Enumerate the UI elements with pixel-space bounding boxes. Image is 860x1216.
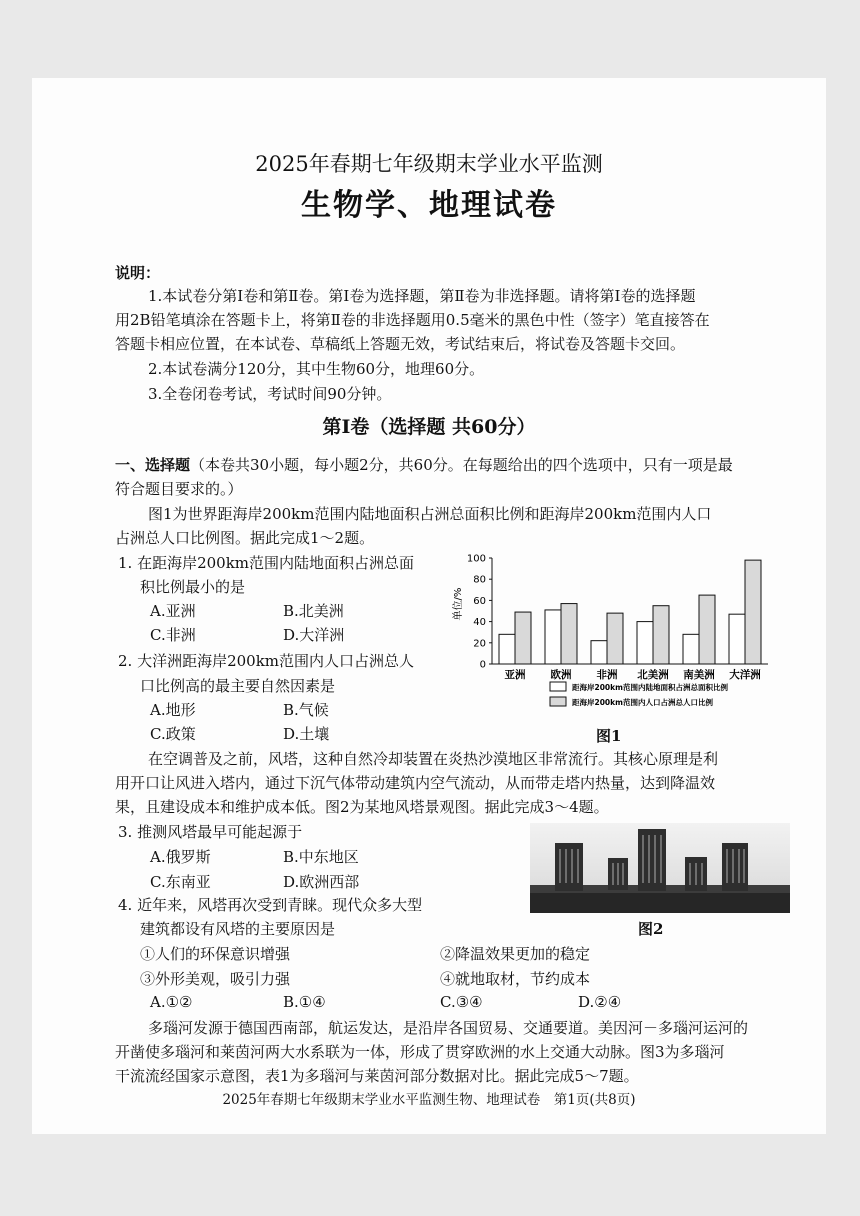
question-3-option-c: C.东南亚: [150, 873, 211, 891]
exam-subtitle: 2025年春期七年级期末学业水平监测: [255, 152, 603, 176]
question-2-option-b: B.气候: [283, 701, 329, 719]
question-3-option-d: D.欧洲西部: [283, 873, 360, 891]
y-tick-label: 100: [466, 553, 486, 565]
legend-swatch: [550, 697, 566, 706]
material-text: 占洲总人口比例图。据此完成1～2题。: [115, 529, 375, 547]
figure-2-wind-tower-photo: [530, 823, 790, 913]
question-3-option-b: B.中东地区: [283, 848, 359, 866]
bar-population: [515, 612, 531, 664]
bar-population: [653, 606, 669, 664]
question-3-option-a: A.俄罗斯: [150, 848, 211, 866]
bar-population: [607, 613, 623, 664]
exam-page: [32, 78, 826, 1134]
x-tick-label: 大洋洲: [729, 669, 761, 681]
question-4-statement-2: ②降温效果更加的稳定: [440, 945, 591, 963]
question-1-stem-cont: 积比例最小的是: [140, 578, 246, 596]
y-tick-label: 60: [473, 595, 486, 607]
question-4-stem: 4. 近年来，风塔再次受到青睐。现代众多大型: [118, 896, 423, 914]
question-2-stem: 2. 大洋洲距海岸200km范围内人口占洲总人: [118, 652, 415, 670]
material-text: 图1为世界距海岸200km范围内陆地面积占洲总面积比例和距海岸200km范围内人口: [148, 505, 712, 523]
y-tick-label: 40: [473, 617, 486, 629]
x-tick-label: 亚洲: [504, 669, 526, 681]
section-title: 第Ⅰ卷（选择题 共60分）: [322, 416, 536, 438]
figure-1-label: 图1: [596, 727, 622, 745]
figure-1-chart: [450, 548, 770, 718]
y-axis-label: 单位/%: [453, 587, 464, 621]
material-text: 用开口让风进入塔内，通过下沉气体带动建筑内空气流动，从而带走塔内热量，达到降温效: [115, 774, 716, 792]
question-3-stem: 3. 推测风塔最早可能起源于: [118, 823, 303, 841]
x-tick-label: 南美洲: [683, 669, 715, 681]
part-description: （本卷共30小题，每小题2分，共60分。在每题给出的四个选项中，只有一项是最: [190, 456, 733, 474]
question-4-option-d: D.②④: [578, 993, 622, 1011]
question-4-stem-cont: 建筑都设有风塔的主要原因是: [140, 920, 336, 938]
bar-land-area: [545, 610, 561, 664]
question-4-statement-1: ①人们的环保意识增强: [140, 945, 291, 963]
figure-2-label: 图2: [638, 920, 664, 938]
question-2-stem-cont: 口比例高的最主要自然因素是: [140, 677, 336, 695]
part-label: 一、选择题: [115, 456, 191, 474]
question-1-stem: 1. 在距海岸200km范围内陆地面积占洲总面: [118, 554, 415, 572]
instruction-line: 用2B铅笔填涂在答题卡上，将第Ⅱ卷的非选择题用0.5毫米的黑色中性（签字）笔直接答在: [115, 311, 710, 329]
x-tick-label: 非洲: [596, 669, 618, 681]
bar-land-area: [683, 634, 699, 664]
instruction-line: 答题卡相应位置，在本试卷、草稿纸上答题无效，考试结束后，将试卷及答题卡交回。: [115, 335, 686, 353]
question-2-option-a: A.地形: [150, 701, 196, 719]
bar-land-area: [637, 622, 653, 664]
y-tick-label: 0: [479, 659, 486, 671]
x-tick-label: 北美洲: [637, 669, 669, 681]
instructions-label: 说明：: [115, 264, 161, 282]
part-description-cont: 符合题目要求的。）: [115, 480, 243, 498]
question-2-option-c: C.政策: [150, 725, 196, 743]
bar-population: [561, 604, 577, 664]
x-tick-label: 欧洲: [550, 669, 572, 681]
y-tick-label: 20: [473, 638, 486, 650]
material-text: 干流流经国家示意图，表1为多瑙河与莱茵河部分数据对比。据此完成5～7题。: [115, 1067, 639, 1085]
legend-swatch: [550, 682, 566, 691]
question-4-statement-4: ④就地取材，节约成本: [440, 970, 591, 988]
question-4-option-b: B.①④: [283, 993, 326, 1011]
bar-land-area: [499, 634, 515, 664]
legend-label: 距海岸200km范围内陆地面积占洲总面积比例: [572, 683, 728, 692]
legend-label: 距海岸200km范围内人口占洲总人口比例: [572, 698, 713, 707]
material-text: 多瑙河发源于德国西南部，航运发达，是沿岸各国贸易、交通要道。美因河－多瑙河运河的: [148, 1019, 749, 1037]
question-4-statement-3: ③外形美观，吸引力强: [140, 970, 291, 988]
material-text: 果，且建设成本和维护成本低。图2为某地风塔景观图。据此完成3～4题。: [115, 798, 609, 816]
question-4-option-a: A.①②: [150, 993, 193, 1011]
material-text: 开凿使多瑙河和莱茵河两大水系联为一体，形成了贯穿欧洲的水上交通大动脉。图3为多瑙河: [115, 1043, 725, 1061]
question-1-option-d: D.大洋洲: [283, 626, 345, 644]
instruction-line: 1.本试卷分第Ⅰ卷和第Ⅱ卷。第Ⅰ卷为选择题，第Ⅱ卷为非选择题。请将第Ⅰ卷的选择题: [148, 287, 696, 305]
bar-land-area: [729, 614, 745, 664]
bar-population: [745, 560, 761, 664]
page-footer: 2025年春期七年级期末学业水平监测生物、地理试卷 第1页(共8页): [222, 1092, 636, 1108]
y-tick-label: 80: [473, 574, 486, 586]
instruction-line: 3.全卷闭卷考试，考试时间90分钟。: [148, 385, 392, 403]
exam-title: 生物学、地理试卷: [301, 188, 557, 223]
question-1-option-b: B.北美洲: [283, 602, 344, 620]
question-1-option-a: A.亚洲: [150, 602, 196, 620]
question-4-option-c: C.③④: [440, 993, 483, 1011]
question-2-option-d: D.土壤: [283, 725, 330, 743]
instruction-line: 2.本试卷满分120分，其中生物60分，地理60分。: [148, 360, 485, 378]
bar-population: [699, 595, 715, 664]
material-text: 在空调普及之前，风塔，这种自然冷却装置在炎热沙漠地区非常流行。其核心原理是利: [148, 750, 719, 768]
question-1-option-c: C.非洲: [150, 626, 196, 644]
bar-land-area: [591, 641, 607, 664]
